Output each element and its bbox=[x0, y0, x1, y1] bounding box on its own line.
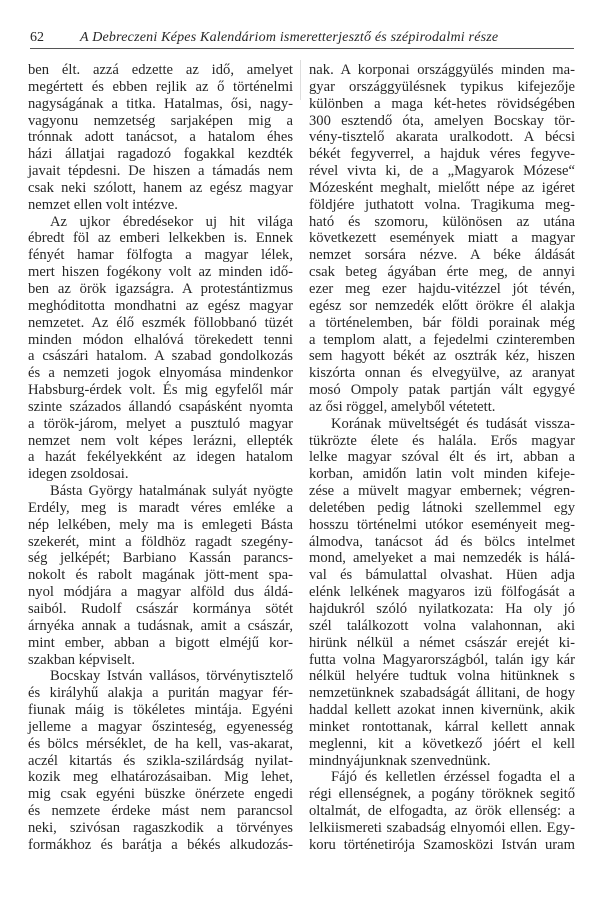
text-line: rével vivta ki, de a „Magyarok Mózese“ bbox=[309, 163, 575, 180]
text-line: minket rontottanak, kárral kellett annak bbox=[309, 718, 575, 735]
text-line: val és bámulattal olvashat. Hüen adja bbox=[309, 567, 575, 584]
text-line: mosó Ompoly patak partján vált egygyé bbox=[309, 382, 575, 399]
text-line: trónnak adott tanácsot, a hatalom éhes bbox=[28, 129, 293, 146]
text-line: a császári hatalom. A szabad gondolkozás bbox=[28, 348, 293, 365]
text-line: az ősi röggel, amelyből vétetett. bbox=[309, 398, 496, 415]
text-line: Bocskay István vallásos, törvénytisztelő bbox=[50, 668, 293, 685]
text-line: korban, amidőn latin volt minden kifeje- bbox=[309, 466, 575, 483]
right-column bbox=[309, 62, 575, 854]
text-line: Habsburg-érdek volt. És mig egyfelől már bbox=[28, 382, 293, 399]
text-line: saiból. Rudolf császár kormánya sötét bbox=[28, 601, 293, 617]
text-line: idegen zsoldosai. bbox=[28, 466, 129, 483]
text-line: neki, szivósan ragaszkodik a törvényes bbox=[28, 819, 293, 836]
text-line: a török-járom, melyet a pusztuló magyar bbox=[28, 415, 293, 432]
text-line: zése a müvelt magyar embernek; végren- bbox=[309, 483, 575, 500]
text-line: a templom alatt, a fejedelmi czinteremben bbox=[309, 331, 575, 348]
text-line: kozik meg elhatározásaiban. Mig lehet, bbox=[28, 769, 293, 786]
paragraph bbox=[28, 668, 293, 853]
running-title: A Debreczeni Képes Kalendáriom ismeretterjesztő és szépirodalmi része bbox=[80, 30, 499, 45]
text-line: lelke magyar szóval élt és irt, abban a bbox=[309, 449, 575, 466]
text-line: lelkiismereti szabadság elnyomói ellen. Egy- bbox=[309, 819, 575, 836]
text-line: nélkül helyére tudtuk volna hitünknek s bbox=[309, 668, 575, 685]
text-line: nép lelkében, mely ma is emlegeti Básta bbox=[28, 516, 293, 533]
text-line: megértett és ebben rejlik az ő történelmi bbox=[28, 78, 293, 95]
text-line: minden módon elhalóvá törekedett tenni bbox=[28, 331, 293, 348]
text-line: futta volna Magyarországból, talán igy kár bbox=[309, 651, 575, 668]
running-header bbox=[30, 30, 574, 49]
text-line: mig csak egyéni büszke önérzete engedi bbox=[28, 786, 293, 803]
text-line: elénk lelkének magyaros izü fölfogását a bbox=[309, 584, 575, 601]
text-line: nemzet sorsára nézve. A béke áldását bbox=[309, 247, 575, 264]
text-line: haddal kellett azokat innen kivernünk, akik bbox=[309, 702, 575, 719]
text-line: meglenni, kit a következő jóért el kell bbox=[309, 735, 575, 752]
text-line: vény-tisztelő akarata uralkodott. A bécsi bbox=[309, 129, 575, 146]
text-line: formákhoz és barátja a békés alkudozás- bbox=[28, 836, 293, 853]
text-line: földjére juthatott volna. Tragikuma meg- bbox=[309, 196, 575, 213]
text-line: ezer meg ezer hajdu-vitézzel jót tévén, bbox=[309, 280, 575, 297]
text-line: és nemzete érdeke mást nem parancsol bbox=[28, 803, 293, 820]
text-line: nak. A korponai országgyülés minden ma- bbox=[309, 62, 575, 78]
text-line: nemzet nem volt képes lerázni, ellepték bbox=[28, 432, 293, 449]
text-line: csak neki szólott, hanem az egész magyar bbox=[28, 179, 293, 196]
text-line: fiunak máig is tökéletes mintája. Egyéni bbox=[28, 702, 293, 719]
paragraph bbox=[309, 416, 575, 770]
text-line: nyol módjára a magyar alföld dus áldá- bbox=[28, 584, 293, 601]
text-line: ható és szomoru, különösen az utána bbox=[309, 213, 575, 230]
text-line: hajdukról szóló nyilatkozata: Ha oly jó bbox=[309, 601, 575, 617]
text-line: mindnyájunknak szenvednünk. bbox=[309, 752, 491, 769]
text-line: tükrözte élete és halála. Erős magyar bbox=[309, 432, 575, 449]
column-divider bbox=[300, 60, 301, 100]
text-line: kiszórta onnan és elvegyülve, az aranyat bbox=[309, 365, 575, 382]
text-line: meghóditotta mondhatni az egész magyar bbox=[28, 297, 293, 314]
text-line: hosszu történelmi utókor eseményeit meg- bbox=[309, 516, 575, 533]
text-line: Erdély, meg is maradt véres emléke a bbox=[28, 499, 293, 516]
text-line: és királyhű alakja a puritán magyar fér- bbox=[28, 685, 293, 702]
text-line: mond, amelyeket a mai nemzedék is hálá- bbox=[309, 550, 575, 567]
text-line: Az ujkor ébredésekor uj hit világa bbox=[50, 213, 293, 230]
paragraph bbox=[28, 483, 293, 668]
text-line: javait tépdesni. De hiszen a támadás nem bbox=[28, 163, 293, 180]
text-line: deletében pedig látnoki szellemmel egy bbox=[309, 499, 575, 516]
text-line: nagyságának a titka. Hatalmas, ősi, nagy- bbox=[28, 95, 293, 112]
text-line: régi ellenségnek, a pogány töröknek segitő bbox=[309, 786, 575, 803]
text-line: oltalmát, de elfogadta, az örök ellenség: a bbox=[309, 803, 575, 820]
left-column bbox=[28, 62, 293, 854]
text-line: szél találkozott volna valahonnan, aki bbox=[309, 617, 575, 634]
text-line: csak beteg ágyában érte meg, de annyi bbox=[309, 264, 575, 281]
text-line: nemzetet. Az élő eszmék föllobbanó tüzét bbox=[28, 314, 293, 331]
text-line: mint ember, abban a bigott elméjű kor- bbox=[28, 634, 293, 651]
text-line: következett események miatt a magyar bbox=[309, 230, 575, 247]
text-line: szekerét, mint a földhöz ragadt szegény- bbox=[28, 533, 293, 550]
paragraph bbox=[309, 769, 575, 853]
text-line: szakban képviselt. bbox=[28, 651, 135, 668]
text-line: Fájó és kelletlen érzéssel fogadta el a bbox=[331, 769, 575, 786]
text-line: hirünk nélkül a német császár erejét ki- bbox=[309, 634, 575, 651]
text-line: és a nemzeti jogok elnyomása mindenkor bbox=[28, 365, 293, 382]
text-line: és bölcs mérséklet, de ha kell, vas-akarat, bbox=[28, 735, 293, 752]
text-line: árnyéka annak a tudásnak, amit a császár, bbox=[28, 617, 293, 634]
text-line: álmodva, tanácsot ád és bölcs intelmet bbox=[309, 533, 575, 550]
text-line: fényét hamar fölfogta a magyar lélek, bbox=[28, 247, 293, 264]
page-number: 62 bbox=[30, 30, 44, 45]
text-line: különben a maga két-hetes rövidségében bbox=[309, 95, 575, 112]
text-line: Korának müveltségét és tudását vissza- bbox=[331, 415, 575, 432]
text-line: aczél kitartás és szikla-szilárdság nyilat- bbox=[28, 752, 293, 769]
text-line: ébredt föl az emberi lelkekben is. Ennek bbox=[28, 230, 293, 247]
text-line: nemzet ellen volt intézve. bbox=[28, 196, 178, 213]
paragraph bbox=[28, 214, 293, 484]
text-line: házi állatjai ragadozó fogakkal kezdték bbox=[28, 146, 293, 163]
text-line: ség jelképét; Barbiano Kassán parancs- bbox=[28, 550, 293, 567]
paragraph bbox=[309, 62, 575, 416]
text-line: nokolt és rabolt magának jött-ment spa- bbox=[28, 567, 293, 584]
text-line: 300 esztendő óta, amelyen Bocskay tör- bbox=[309, 112, 575, 129]
paragraph bbox=[28, 62, 293, 214]
text-line: Mózesként meghalt, mielőtt népe az igéret bbox=[309, 179, 575, 196]
text-line: szinte százados állandó csapásként nyomta bbox=[28, 398, 293, 415]
text-line: ben az örök igazságra. A protestántizmus bbox=[28, 280, 293, 297]
text-line: vagyonu nemzetség sarjaképen mig a bbox=[28, 112, 293, 129]
text-line: ben élt. azzá edzette az idő, amelyet bbox=[28, 62, 293, 78]
text-line: gyar országgyülésnek typikus kifejezője bbox=[309, 78, 575, 95]
text-line: sem hagyott békét az osztrák kéz, hiszen bbox=[309, 348, 575, 365]
text-line: a hazát fekélyekként az idegen hatalom bbox=[28, 449, 293, 466]
text-line: jelleme a magyar őszinteség, egyenesség bbox=[28, 718, 293, 735]
text-line: koru történetirója Szamosközi István uram bbox=[309, 836, 575, 853]
text-line: Básta György hatalmának sulyát nyögte bbox=[50, 483, 293, 500]
text-line: a történelemben, bár földi porainak még bbox=[309, 314, 575, 331]
text-line: békét fegyverrel, a hajduk véres fegyve- bbox=[309, 146, 575, 163]
text-line: egész sor nemzedék előtt örökre él alakja bbox=[309, 297, 575, 314]
text-line: nemzetünknek szabadságát állitani, de hogy bbox=[309, 685, 575, 702]
text-line: mert hiszen fogékony volt az minden idő- bbox=[28, 264, 293, 281]
